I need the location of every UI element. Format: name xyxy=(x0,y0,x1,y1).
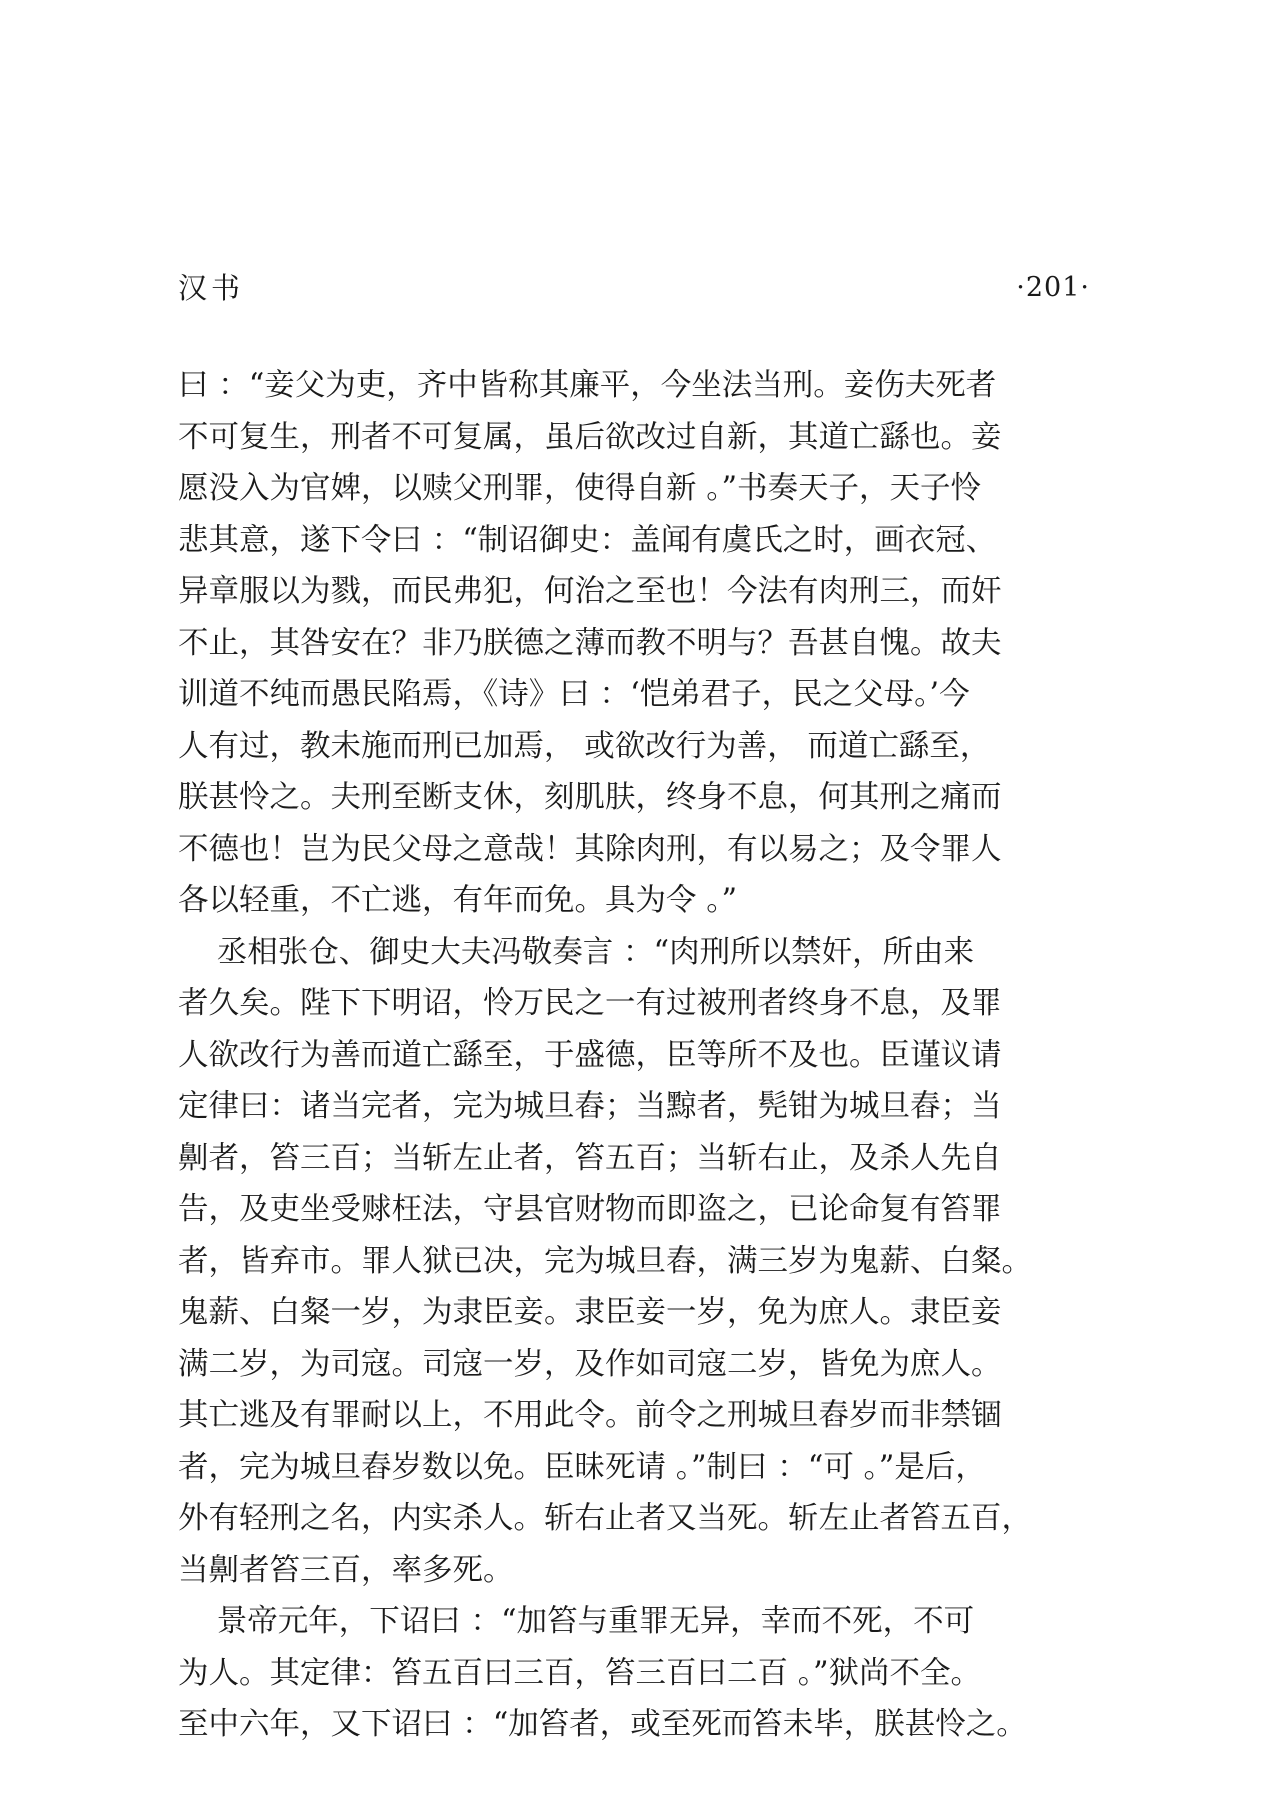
text-line: 异章服以为戮，而民弗犯，何治之至也！今法有肉刑三，而奸 xyxy=(178,574,1002,609)
text-line: 满二岁，为司寇。司寇一岁，及作如司寇二岁，皆免为庶人。 xyxy=(178,1346,1002,1382)
text-line: 丞相张仓、御史大夫冯敬奏言 ：“肉刑所以禁奸，所由来 xyxy=(178,934,975,970)
text-line: 者久矣。陛下下明诏，怜万民之一有过被刑者终身不息，及罪 xyxy=(178,986,1002,1021)
text-line: 外有轻刑之名，内实杀人。斩右止者又当死。斩左止者笞五百， xyxy=(178,1501,1032,1536)
text-line: 定律曰：诸当完者，完为城旦舂；当黥者，髡钳为城旦舂；当 xyxy=(178,1089,1002,1124)
text-line: 告，及吏坐受赇枉法，守县官财物而即盗之，已论命复有笞罪 xyxy=(178,1192,1002,1227)
running-title: 汉书 xyxy=(178,271,245,305)
page-header xyxy=(178,268,1090,312)
text-line: 朕甚怜之。夫刑至断支休，刻肌肤，终身不息，何其刑之痛而 xyxy=(178,780,1002,815)
text-line: 当劓者笞三百，率多死。 xyxy=(178,1552,514,1588)
text-line: 为人。其定律：笞五百曰三百，笞三百曰二百 。”狱尚不全。 xyxy=(178,1655,982,1691)
text-line: 愿没入为官婢，以赎父刑罪，使得自新 。”书奏天子，天子怜 xyxy=(178,471,982,506)
text-line: 不止，其咎安在？非乃朕德之薄而教不明与？吾甚自愧。故夫 xyxy=(178,625,1002,661)
body-text xyxy=(178,360,1090,1751)
text-line: 劓者，笞三百；当斩左止者，笞五百；当斩右止，及杀人先自 xyxy=(178,1140,1002,1176)
text-line: 其亡逃及有罪耐以上，不用此令。前令之刑城旦舂岁而非禁锢 xyxy=(178,1398,1002,1433)
text-line: 景帝元年，下诏曰 ：“加笞与重罪无异，幸而不死，不可 xyxy=(178,1604,975,1639)
text-line: 不可复生，刑者不可复属，虽后欲改过自新，其道亡繇也。妾 xyxy=(178,419,1002,455)
text-line: 人有过，教未施而刑已加焉， 或欲改行为善， 而道亡繇至， xyxy=(178,728,991,764)
text-line: 悲其意，遂下令曰 ：“制诏御史：盖闻有虞氏之时，画衣冠、 xyxy=(178,522,997,558)
text-line: 鬼薪、白粲一岁，为隶臣妾。隶臣妾一岁，免为庶人。隶臣妾 xyxy=(178,1295,1002,1330)
text-line: 不德也！岂为民父母之意哉！其除肉刑，有以易之；及令罪人 xyxy=(178,831,1002,867)
text-line: 至中六年，又下诏曰 ：“加笞者，或至死而笞未毕，朕甚怜之。 xyxy=(178,1707,1027,1742)
text-line: 者，完为城旦舂岁数以免。臣昧死请 。”制曰 ：“可 。”是后， xyxy=(178,1449,986,1485)
text-line: 者，皆弃市。罪人狱已决，完为城旦舂，满三岁为鬼薪、白粲。 xyxy=(178,1243,1032,1279)
page-number: ·201· xyxy=(1016,272,1090,303)
text-line: 曰 ：“妾父为吏，齐中皆称其廉平，今坐法当刑。妾伤夫死者 xyxy=(178,368,997,403)
text-line: 人欲改行为善而道亡繇至，于盛德，臣等所不及也。臣谨议请 xyxy=(178,1037,1002,1073)
text-line: 训道不纯而愚民陷焉，《诗》曰 ：‘恺弟君子，民之父母。’今 xyxy=(178,677,970,712)
text-line: 各以轻重，不亡逃，有年而免。具为令 。” xyxy=(178,883,738,918)
